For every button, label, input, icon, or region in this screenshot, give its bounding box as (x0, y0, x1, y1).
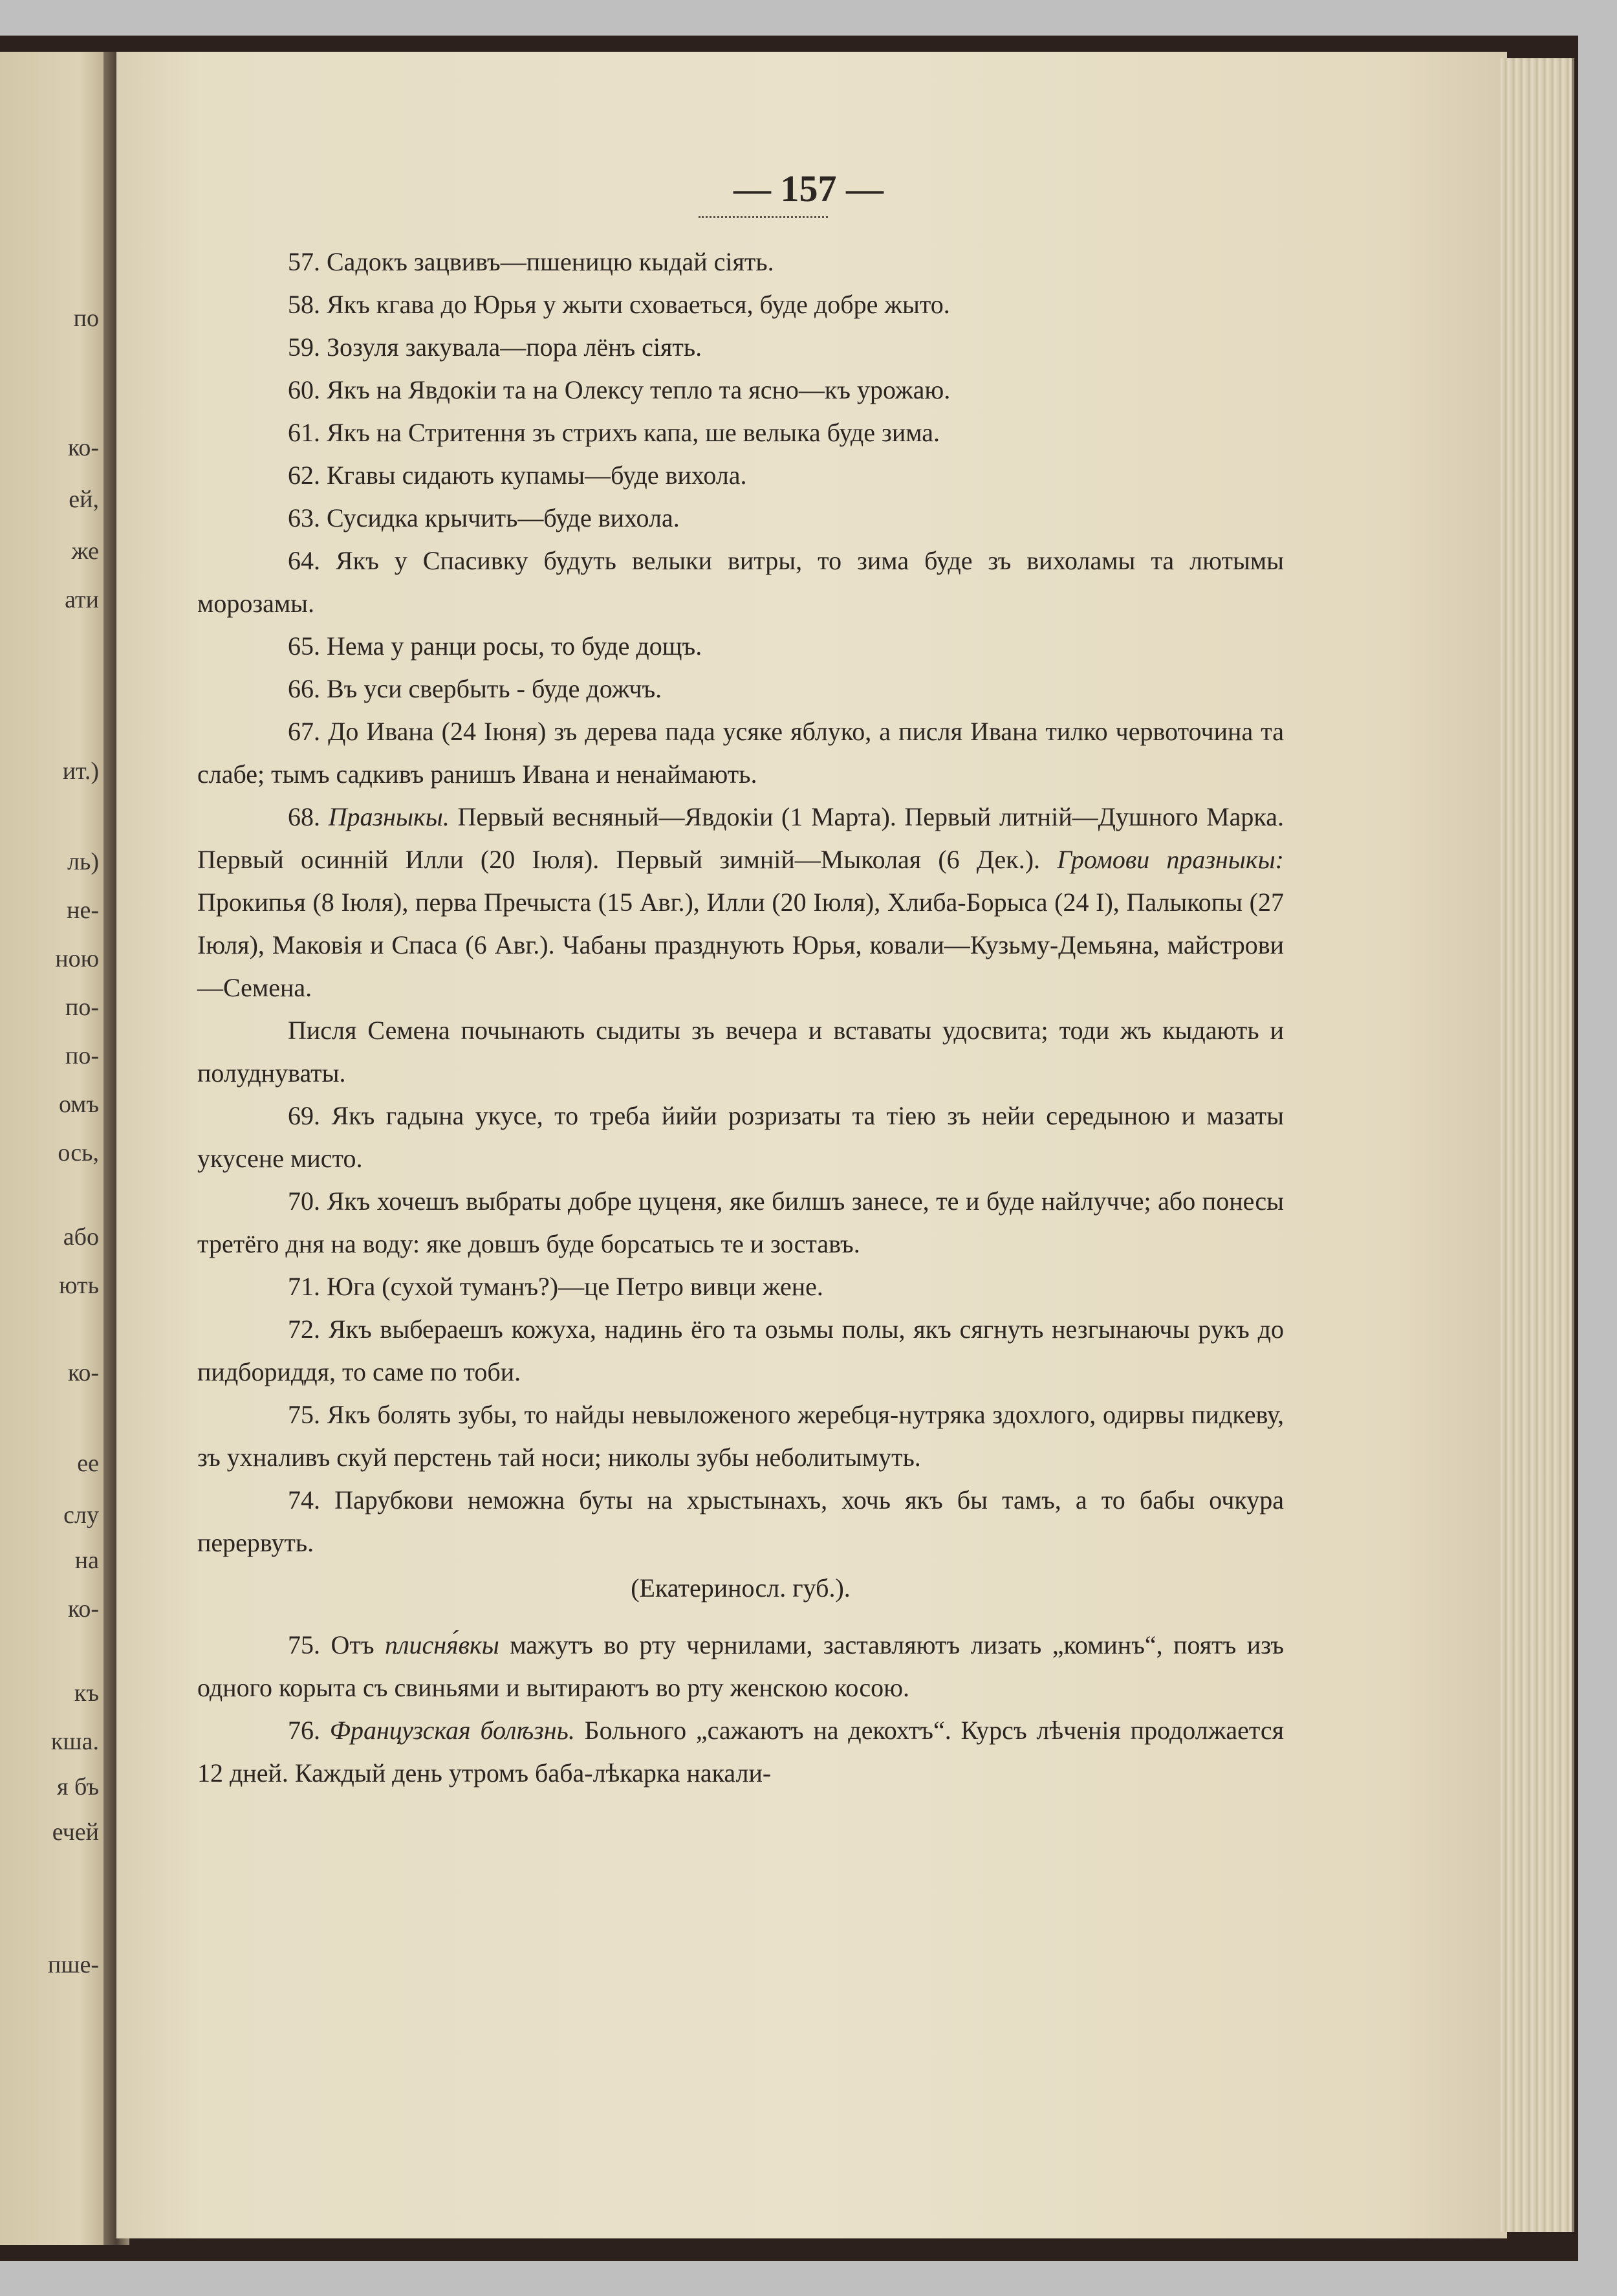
entry-paragraph: 63. Сусидка крычить—буде вихола. (288, 503, 680, 532)
left-page-fragment: ко- (67, 1359, 99, 1386)
entry-paragraph: 65. Нема у ранци росы, то буде дощъ. (288, 631, 702, 661)
entry-text-segment: мажутъ во рту чернилами, заставляютъ лизать „коминъ“, поятъ изъ одного корыта съ свиньями и вытираютъ во рту женскою косою. (197, 1630, 1285, 1702)
entry-paragraph: 72. Якъ выбераешъ кожуха, надинь ёго та озьмы полы, якъ сягнуть незгынаючы рукъ до пидбориддя, то саме по тоби. (197, 1315, 1284, 1386)
entry-paragraph (197, 796, 1284, 1009)
entry-paragraph: Писля Семена почынають сыдиты зъ вечера и вставаты удосвита; тоди жъ кыдають и полуднуваты. (197, 1016, 1284, 1088)
left-page-fragment: по- (65, 1042, 99, 1069)
entry-paragraph: 66. Въ уси свербыть - буде дожчъ. (288, 674, 662, 703)
left-page-fragment: ко- (67, 434, 99, 461)
entry-paragraph: 70. Якъ хочешъ выбраты добре цуценя, яке билшъ занесе, те и буде найлучче; або понесы третёго дня на воду: яке довшъ буде борсатысь те и зоставъ. (197, 1186, 1284, 1258)
left-page-fragment: ати (65, 586, 99, 613)
left-page-fragment: по- (65, 994, 99, 1021)
entry-paragraph: 67. До Ивана (24 Іюня) зъ дерева пада усяке яблуко, а писля Ивана тилко червоточина та слабе; тымъ садкивъ ранишъ Ивана и ненаймають. (197, 717, 1284, 789)
entry-paragraph: 62. Кгавы сидають купамы—буде вихола. (288, 461, 747, 490)
page-edges (1501, 58, 1574, 2232)
left-page-fragment: ит.) (62, 758, 99, 785)
page-number: — 157 — (733, 168, 884, 210)
left-page-fragment: не- (67, 897, 99, 924)
left-page-fragment: ко- (67, 1595, 99, 1623)
italic-term: Громови празныкы: (1057, 845, 1284, 874)
entry-text-segment: 68. (288, 802, 329, 831)
left-page-fragment: омъ (59, 1091, 99, 1118)
left-page-fragment: по (73, 305, 99, 332)
entry-paragraph: 64. Якъ у Спасивку будуть велыки витры, то зима буде зъ вихоламы та лютымы морозамы. (197, 546, 1284, 618)
left-page-fragment: слу (63, 1502, 99, 1529)
left-page-fragment: ее (77, 1450, 99, 1477)
entry-text-segment: Больного „сажаютъ на декохтъ“. Курсъ лѣченія продолжается 12 дней. Каждый день утромъ баба-лѣкарка накали- (197, 1716, 1284, 1788)
entry-paragraph: 69. Якъ гадына укусе, то треба йийи розризаты та тіею зъ нейи середыною и мазаты укусене мисто. (197, 1101, 1284, 1173)
left-page-fragment: на (74, 1547, 99, 1574)
italic-term: Французская болѣзнь. (329, 1716, 575, 1745)
left-page-fragment: ють (59, 1272, 99, 1299)
left-page-fragment: къ (74, 1679, 99, 1707)
left-page-fragment: пше- (47, 1951, 99, 1978)
region-signature: (Екатериносл. губ.). (631, 1573, 851, 1602)
left-page-fragment: або (63, 1223, 99, 1251)
left-page-fragment: ною (55, 945, 99, 972)
page-body-text (197, 241, 1284, 1795)
entry-text-segment: 75. Отъ (288, 1630, 385, 1659)
entry-text-segment: Прокипья (8 Іюля), перва Пречыста (15 Авг.), Илли (20 Іюля), Хлиба-Борыса (24 І), Палыкопы (27 Іюля), Маковія и Спаса (6 Авг.). Чабаны празднують Юрья, ковали—Кузьму-Демьяна, майстрови—Семена. (197, 888, 1284, 1002)
left-page-fragment: же (71, 538, 99, 565)
left-page-fragment: ей, (69, 486, 99, 513)
italic-term: Празныкы. (328, 802, 450, 831)
entry-paragraph (197, 1709, 1284, 1795)
left-page-edge (0, 52, 113, 2245)
entry-paragraph: 60. Якъ на Явдокіи та на Олексу тепло та ясно—къ урожаю. (288, 375, 951, 404)
left-page-fragment: ль) (67, 848, 99, 875)
entry-paragraph: 75. Якъ болять зубы, то найды невыложеного жеребця-нутряка здохлого, одирвы пидкеву, зъ ухналивъ скуй перстень тай носи; николы зубы неболитымуть. (197, 1400, 1284, 1472)
entry-paragraph (197, 1624, 1284, 1709)
entry-paragraph: 61. Якъ на Стритення зъ стрихъ капа, ше велыка буде зима. (288, 418, 940, 447)
page-number-rule (699, 213, 828, 218)
entry-paragraph: 58. Якъ кгава до Юрья у жыти сховаеться, буде добре жыто. (288, 290, 950, 319)
entry-text-segment: Первый весняный—Явдокіи (1 Марта). Первый литній—Душного Марка. Первый осинній Илли (20 Іюля). Первый зимній—Мыколая (6 Дек.). (197, 802, 1285, 874)
left-page-fragment: кша. (50, 1728, 99, 1755)
left-page-fragment: я бъ (56, 1773, 99, 1800)
entry-text-segment: 76. (288, 1716, 330, 1745)
entry-paragraph: 71. Юга (сухой туманъ?)—це Петро вивци жене. (288, 1272, 823, 1301)
entry-paragraph: 74. Парубкови неможна буты на хрыстынахъ, хочь якъ бы тамъ, а то бабы очкура перервуть. (197, 1485, 1284, 1557)
left-page-fragment: ечей (52, 1819, 99, 1846)
italic-term: плисня́вкы (385, 1630, 499, 1659)
entry-paragraph: 59. Зозуля закувала—пора лёнъ сіять. (288, 333, 702, 362)
entry-paragraph: 57. Садокъ зацвивъ—пшеницю кыдай сіять. (288, 247, 774, 276)
left-page-fragment: ось, (58, 1139, 99, 1166)
